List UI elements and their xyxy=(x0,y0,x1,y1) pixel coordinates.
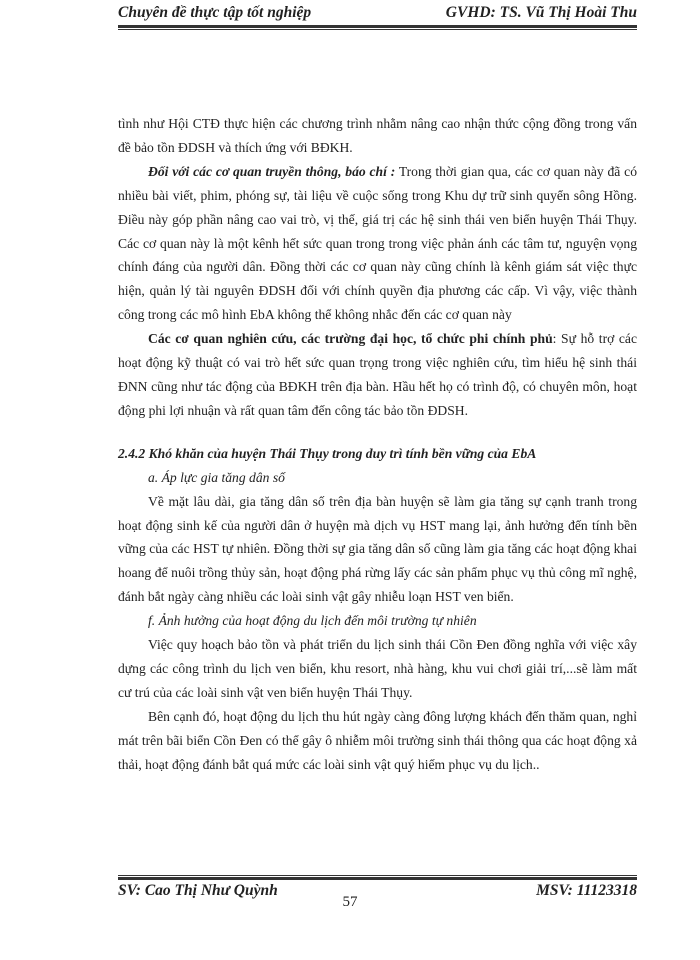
paragraph-4: Về mặt lâu dài, gia tăng dân số trên địa bàn huyện sẽ làm gia tăng sự cạnh tranh trong hoạt động sinh kế của người dân ở huyện mà dịch vụ HST mang lại, ảnh hưởng đến tính bền vững của các HST tự nhiên. Đồng thời sự gia tăng dân số cũng làm gia tăng các hoạt động khai hoang để nuôi trồng thủy sản, hoạt động phá rừng lấy các sản phẩm phục vụ thủ công mĩ nghệ, đánh bắt ngày càng nhiều các loài sinh vật gây nhiễu loạn HST ven biển. xyxy=(118,493,637,605)
paragraph-3-lead: Các cơ quan nghiên cứu, các trường đại học, tổ chức phi chính phủ xyxy=(148,331,553,347)
section-gap xyxy=(118,423,637,442)
header-rule-thin xyxy=(118,29,637,30)
paragraph-1: tình như Hội CTĐ thực hiện các chương trình nhằm nâng cao nhận thức cộng đồng trong vấn đề bảo tồn ĐDSH và thích ứng với BĐKH. xyxy=(118,116,637,155)
header-rule-thick xyxy=(118,25,637,28)
paragraph-2 xyxy=(118,160,637,327)
footer-student: SV: Cao Thị Như Quỳnh xyxy=(118,882,278,899)
subsection-heading-f: f. Ảnh hưởng của hoạt động du lịch đến môi trường tự nhiên xyxy=(148,613,477,629)
paragraph-3 xyxy=(118,327,637,423)
document-body xyxy=(118,112,637,776)
paragraph-2-text: Trong thời gian qua, các cơ quan này đã có nhiều bài viết, phim, phóng sự, tài liệu về cuộc sống trong Khu dự trữ sinh quyển sông Hồng. Điều này góp phần nâng cao vai trò, vị thế, giá trị các hệ sinh thái ven biển huyện Thái Thụy. Các cơ quan này là một kênh hết sức quan trong trong việc phản ánh các tâm tư, nguyện vọng chính đáng của người dân. Đồng thời các cơ quan này cũng chính là kênh giám sát việc thực hiện, quản lý tài nguyên ĐDSH đối với chính quyền địa phương các cấp. Vì vậy, việc thành công trong các mô hình EbA không thể không nhắc đến các cơ quan này xyxy=(118,163,637,323)
footer-student-id: MSV: 11123318 xyxy=(536,882,637,899)
paragraph-2-lead: Đối với các cơ quan truyền thông, báo chí : xyxy=(148,163,396,179)
paragraph-3-text: : Sự hỗ trợ các hoạt động kỹ thuật có vai trò hết sức quan trọng trong việc nghiên cứu, tìm hiểu hệ sinh thái ĐNN cũng như tác động của BĐKH trên địa bàn. Hầu hết họ có trình độ, có chuyên môn, hoạt động phi lợi nhuận và rất quan tâm đến công tác bảo tồn ĐDSH. xyxy=(118,331,637,418)
subsection-heading-a: a. Áp lực gia tăng dân số xyxy=(148,469,285,485)
footer-rule-thick xyxy=(118,877,637,880)
footer-rule-thin xyxy=(118,875,637,876)
header-advisor: GVHD: TS. Vũ Thị Hoài Thu xyxy=(445,4,637,21)
paragraph-6: Bên cạnh đó, hoạt động du lịch thu hút ngày càng đông lượng khách đến thăm quan, nghỉ mát trên bãi biển Cồn Đen có thể gây ô nhiễm môi trường sinh thái thông qua các hoạt động xả thải, hoạt động đánh bắt quá mức các loài sinh vật quý hiếm phục vụ du lịch.. xyxy=(118,708,637,772)
page-number: 57 xyxy=(342,894,358,910)
section-heading: 2.4.2 Khó khăn của huyện Thái Thụy trong duy trì tính bền vững của EbA xyxy=(118,445,537,461)
header-title: Chuyên đề thực tập tốt nghiệp xyxy=(118,4,312,21)
page-header xyxy=(118,2,637,26)
paragraph-5: Việc quy hoạch bảo tồn và phát triển du lịch sinh thái Cồn Đen đồng nghĩa với việc xây dựng các công trình du lịch ven biển, khu resort, nhà hàng, khu vui chơi giải trí,...sẽ làm mất cư trú của các loài sinh vật ven biển huyện Thái Thụy. xyxy=(118,637,637,700)
